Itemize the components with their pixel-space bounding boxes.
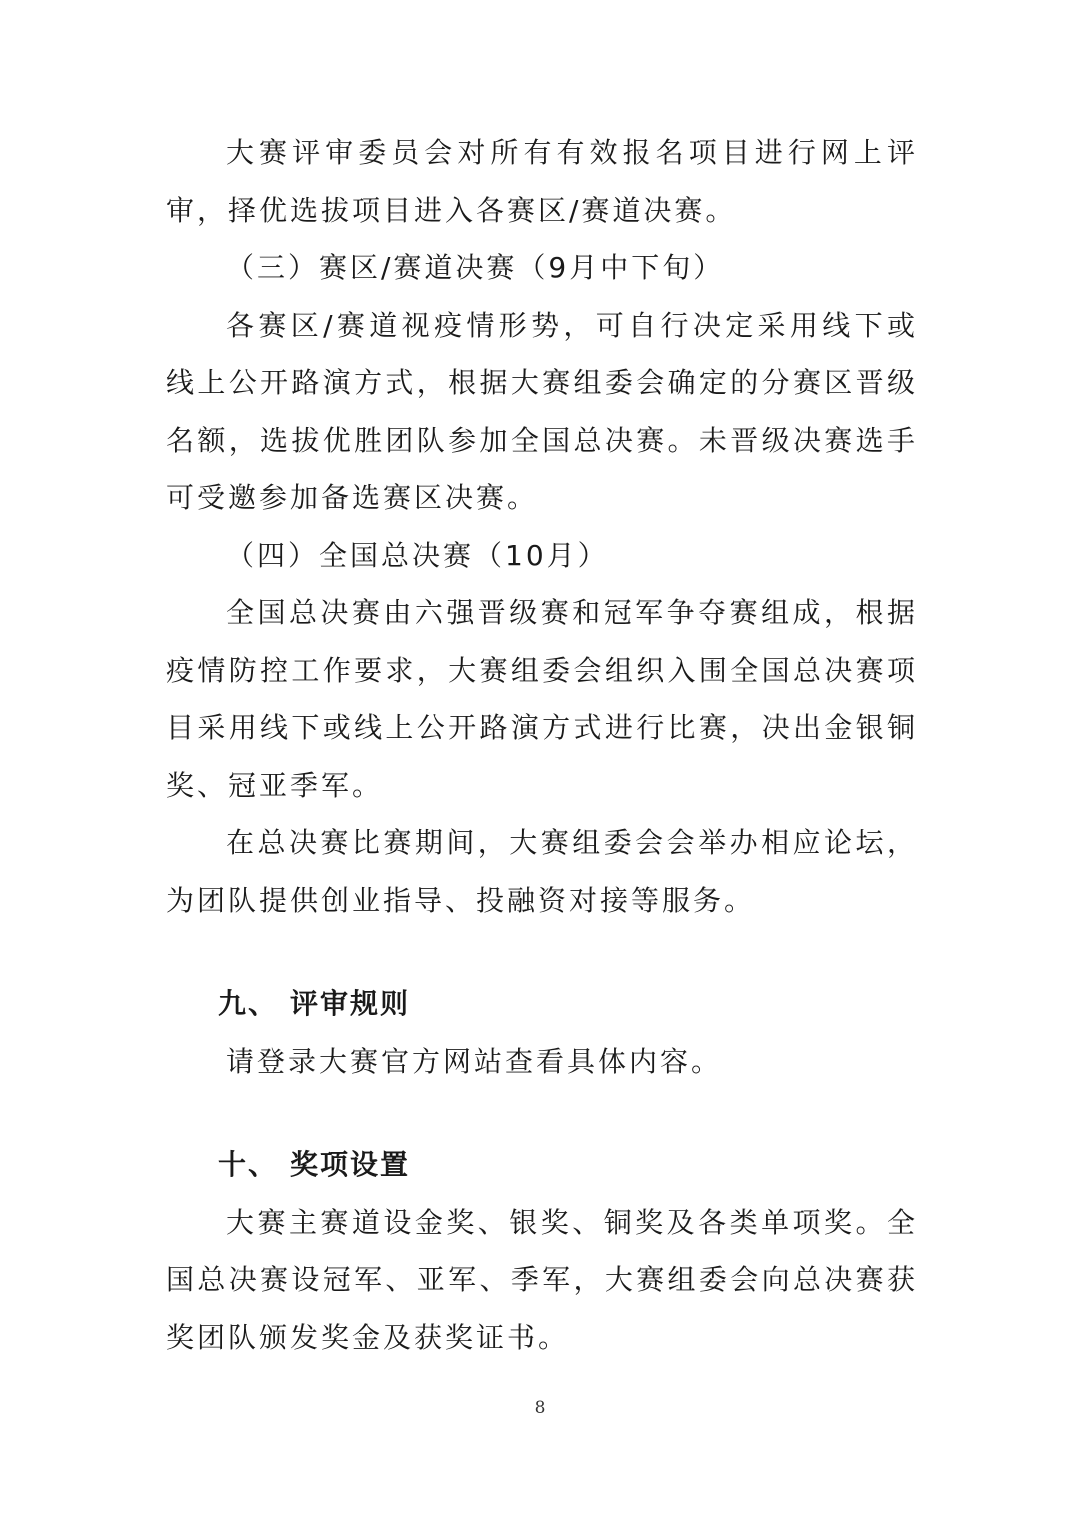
- paragraph-forum: 在总决赛比赛期间，大赛组委会会举办相应论坛，为团队提供创业指导、投融资对接等服务。: [166, 826, 918, 917]
- page-number: 8: [534, 1398, 546, 1418]
- section-number: 九、: [218, 987, 279, 1020]
- paragraph-regional-final: 各赛区/赛道视疫情形势，可自行决定采用线下或线上公开路演方式，根据大赛组委会确定的分赛区晋级名额，选拔优胜团队参加全国总决赛。未晋级决赛选手可受邀参加备选赛区决赛。: [166, 308, 918, 514]
- subheading-regional-final: （三）赛区/赛道决赛（9月中下旬）: [226, 251, 725, 284]
- paragraph-awards: 大赛主赛道设金奖、银奖、铜奖及各类单项奖。全国总决赛设冠军、亚军、季军，大赛组委会向总决赛获奖团队颁发奖金及获奖证书。: [166, 1205, 918, 1354]
- paragraph-national-final: 全国总决赛由六强晋级赛和冠军争夺赛组成，根据疫情防控工作要求，大赛组委会组织入围全国总决赛项目采用线下或线上公开路演方式进行比赛，决出金银铜奖、冠亚季军。: [166, 596, 918, 802]
- section-number: 十、: [218, 1148, 279, 1181]
- section-title: 奖项设置: [290, 1148, 411, 1181]
- section-spacer: [166, 929, 918, 975]
- section-spacer: [166, 1090, 918, 1136]
- section-heading-review-rules: [166, 975, 918, 1033]
- document-body: [166, 124, 918, 1366]
- paragraph-review-rules: 请登录大赛官方网站查看具体内容。: [226, 1044, 723, 1078]
- section-heading-awards: [166, 1136, 918, 1194]
- paragraph-online-review: 大赛评审委员会对所有有效报名项目进行网上评审，择优选拔项目进入各赛区/赛道决赛。: [166, 136, 918, 227]
- section-title: 评审规则: [290, 987, 411, 1020]
- subheading-national-final: （四）全国总决赛（10月）: [226, 538, 609, 572]
